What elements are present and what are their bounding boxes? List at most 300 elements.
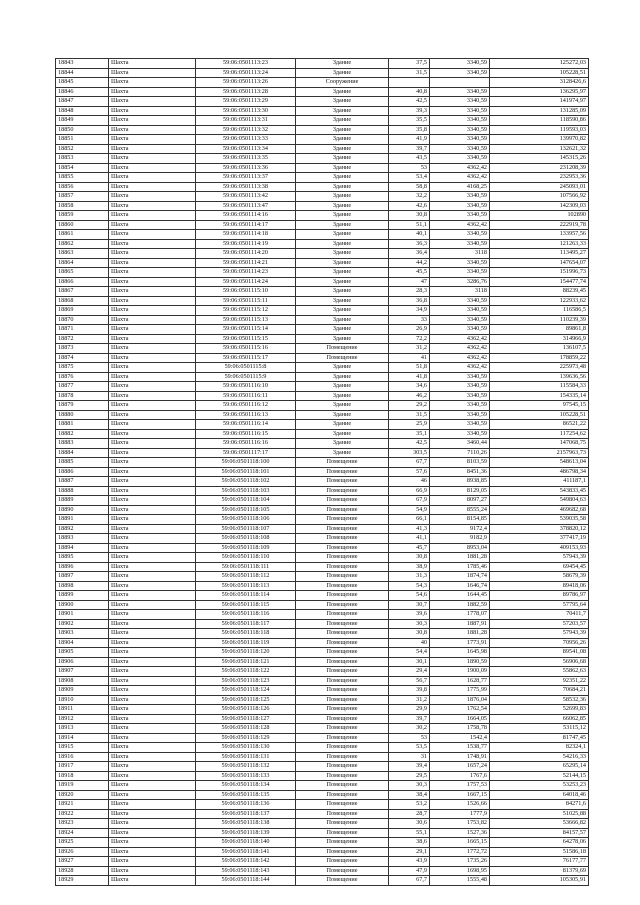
cadastral-value-cell: 3128426,6 <box>490 78 589 88</box>
row-number-cell: 18847 <box>56 97 109 107</box>
object-type-cell: Здание <box>296 59 389 69</box>
object-type-cell: Здание <box>296 391 389 401</box>
cadastral-value-cell: 64018,46 <box>490 790 589 800</box>
cadastral-number-cell: 59:06:0501118:129 <box>196 733 296 743</box>
locality-cell: Шахта <box>109 249 196 259</box>
row-number-cell: 18879 <box>56 401 109 411</box>
cadastral-number-cell: 59:06:0501118:143 <box>196 866 296 876</box>
rate-cell: 4362,42 <box>430 344 490 354</box>
cadastral-value-cell: 57203,57 <box>490 619 589 629</box>
rate-cell: 3340,59 <box>430 391 490 401</box>
rate-cell: 3340,59 <box>430 68 490 78</box>
cadastral-number-cell: 59:06:0501118:103 <box>196 486 296 496</box>
row-number-cell: 18872 <box>56 334 109 344</box>
table-row <box>56 496 589 506</box>
area-cell: 40,8 <box>389 87 430 97</box>
area-cell: 36,8 <box>389 296 430 306</box>
rate-cell: 1874,74 <box>430 572 490 582</box>
cadastral-number-cell: 59:06:0501115:14 <box>196 325 296 335</box>
cadastral-value-cell: 539035,58 <box>490 515 589 525</box>
row-number-cell: 18880 <box>56 410 109 420</box>
row-number-cell: 18898 <box>56 581 109 591</box>
rate-cell: 9182,9 <box>430 534 490 544</box>
locality-cell: Шахта <box>109 838 196 848</box>
area-cell: 53 <box>389 163 430 173</box>
cadastral-number-cell: 59:06:0501118:110 <box>196 553 296 563</box>
table-row <box>56 553 589 563</box>
area-cell: 37,5 <box>389 59 430 69</box>
table-row <box>56 572 589 582</box>
locality-cell: Шахта <box>109 87 196 97</box>
rate-cell: 8129,05 <box>430 486 490 496</box>
cadastral-number-cell: 59:06:0501115:15 <box>196 334 296 344</box>
rate-cell: 8953,04 <box>430 543 490 553</box>
cadastral-number-cell: 59:06:0501113:31 <box>196 116 296 126</box>
rate-cell: 1881,28 <box>430 629 490 639</box>
table-row <box>56 486 589 496</box>
locality-cell: Шахта <box>109 562 196 572</box>
locality-cell: Шахта <box>109 106 196 116</box>
cadastral-value-cell: 58532,36 <box>490 695 589 705</box>
locality-cell: Шахта <box>109 458 196 468</box>
cadastral-number-cell: 59:06:0501118:102 <box>196 477 296 487</box>
area-cell: 41,8 <box>389 372 430 382</box>
object-type-cell: Помещение <box>296 458 389 468</box>
cadastral-number-cell: 59:06:0501118:115 <box>196 600 296 610</box>
cadastral-number-cell: 59:06:0501115:11 <box>196 296 296 306</box>
cadastral-value-cell: 105305,91 <box>490 876 589 886</box>
object-type-cell: Помещение <box>296 876 389 886</box>
cadastral-number-cell: 59:06:0501115:16 <box>196 344 296 354</box>
row-number-cell: 18923 <box>56 819 109 829</box>
table-row <box>56 657 589 667</box>
table-row <box>56 277 589 287</box>
cadastral-number-cell: 59:06:0501114:24 <box>196 277 296 287</box>
table-row <box>56 344 589 354</box>
row-number-cell: 18916 <box>56 752 109 762</box>
row-number-cell: 18896 <box>56 562 109 572</box>
cadastral-value-cell: 119593,03 <box>490 125 589 135</box>
object-type-cell: Здание <box>296 382 389 392</box>
object-type-cell: Здание <box>296 135 389 145</box>
locality-cell: Шахта <box>109 467 196 477</box>
table-row <box>56 781 589 791</box>
object-type-cell: Здание <box>296 401 389 411</box>
locality-cell: Шахта <box>109 638 196 648</box>
table-row <box>56 866 589 876</box>
object-type-cell: Помещение <box>296 838 389 848</box>
area-cell: 53 <box>389 733 430 743</box>
table-row <box>56 524 589 534</box>
table-row <box>56 239 589 249</box>
cadastral-value-cell: 117254,62 <box>490 429 589 439</box>
cadastral-number-cell: 59:06:0501118:123 <box>196 676 296 686</box>
row-number-cell: 18888 <box>56 486 109 496</box>
cadastral-value-cell: 57795,64 <box>490 600 589 610</box>
row-number-cell: 18892 <box>56 524 109 534</box>
object-type-cell: Здание <box>296 334 389 344</box>
table-row <box>56 230 589 240</box>
rate-cell: 3340,59 <box>430 306 490 316</box>
rate-cell: 3340,59 <box>430 154 490 164</box>
area-cell: 54,3 <box>389 581 430 591</box>
area-cell: 30,8 <box>389 553 430 563</box>
cadastral-number-cell: 59:06:0501115:13 <box>196 315 296 325</box>
locality-cell: Шахта <box>109 135 196 145</box>
object-type-cell: Здание <box>296 287 389 297</box>
object-type-cell: Помещение <box>296 800 389 810</box>
cadastral-number-cell: 59:06:0501118:114 <box>196 591 296 601</box>
cadastral-value-cell: 84157,57 <box>490 828 589 838</box>
area-cell: 35,8 <box>389 125 430 135</box>
object-type-cell: Здание <box>296 363 389 373</box>
rate-cell: 8938,85 <box>430 477 490 487</box>
locality-cell: Шахта <box>109 154 196 164</box>
area-cell: 53,4 <box>389 173 430 183</box>
cadastral-value-cell: 57943,39 <box>490 553 589 563</box>
cadastral-number-cell: 59:06:0501116:12 <box>196 401 296 411</box>
object-type-cell: Помещение <box>296 553 389 563</box>
cadastral-value-cell: 121263,33 <box>490 239 589 249</box>
cadastral-number-cell: 59:06:0501118:132 <box>196 762 296 772</box>
area-cell: 38,6 <box>389 838 430 848</box>
locality-cell: Шахта <box>109 515 196 525</box>
rate-cell: 1664,05 <box>430 714 490 724</box>
locality-cell: Шахта <box>109 486 196 496</box>
table-row <box>56 106 589 116</box>
rate-cell: 3340,59 <box>430 59 490 69</box>
area-cell: 40 <box>389 638 430 648</box>
table-row <box>56 686 589 696</box>
row-number-cell: 18851 <box>56 135 109 145</box>
rate-cell: 3340,59 <box>430 201 490 211</box>
row-number-cell: 18855 <box>56 173 109 183</box>
object-type-cell: Здание <box>296 211 389 221</box>
cadastral-number-cell: 59:06:0501118:108 <box>196 534 296 544</box>
cadastral-value-cell: 51586,18 <box>490 847 589 857</box>
cadastral-number-cell: 59:06:0501114:18 <box>196 230 296 240</box>
cadastral-number-cell: 59:06:0501115:12 <box>196 306 296 316</box>
cadastral-value-cell: 486798,34 <box>490 467 589 477</box>
rate-cell: 3340,59 <box>430 239 490 249</box>
area-cell: 41,3 <box>389 524 430 534</box>
locality-cell: Шахта <box>109 353 196 363</box>
rate-cell: 3340,59 <box>430 211 490 221</box>
table-row <box>56 733 589 743</box>
area-cell: 47 <box>389 277 430 287</box>
row-number-cell: 18915 <box>56 743 109 753</box>
locality-cell: Шахта <box>109 524 196 534</box>
rate-cell: 1900,09 <box>430 667 490 677</box>
cadastral-value-cell: 133957,56 <box>490 230 589 240</box>
area-cell: 303,5 <box>389 448 430 458</box>
locality-cell: Шахта <box>109 714 196 724</box>
area-cell: 67,7 <box>389 876 430 886</box>
cadastral-number-cell: 59:06:0501118:121 <box>196 657 296 667</box>
rate-cell: 3340,59 <box>430 296 490 306</box>
row-number-cell: 18849 <box>56 116 109 126</box>
object-type-cell: Здание <box>296 410 389 420</box>
row-number-cell: 18886 <box>56 467 109 477</box>
row-number-cell: 18907 <box>56 667 109 677</box>
rate-cell: 1542,4 <box>430 733 490 743</box>
cadastral-number-cell: 59:06:0501113:38 <box>196 182 296 192</box>
table-row <box>56 68 589 78</box>
rate-cell: 1644,45 <box>430 591 490 601</box>
area-cell: 34,6 <box>389 382 430 392</box>
area-cell: 32,2 <box>389 192 430 202</box>
rate-cell: 3340,59 <box>430 106 490 116</box>
row-number-cell: 18912 <box>56 714 109 724</box>
locality-cell: Шахта <box>109 125 196 135</box>
row-number-cell: 18900 <box>56 600 109 610</box>
object-type-cell: Здание <box>296 239 389 249</box>
locality-cell: Шахта <box>109 534 196 544</box>
cadastral-value-cell: 105228,51 <box>490 410 589 420</box>
object-type-cell: Здание <box>296 306 389 316</box>
area-cell: 54,9 <box>389 505 430 515</box>
cadastral-number-cell: 59:06:0501118:116 <box>196 610 296 620</box>
object-type-cell: Помещение <box>296 353 389 363</box>
rate-cell: 3286,76 <box>430 277 490 287</box>
locality-cell: Шахта <box>109 724 196 734</box>
cadastral-number-cell: 59:06:0501113:23 <box>196 59 296 69</box>
table-row <box>56 287 589 297</box>
cadastral-value-cell: 113495,27 <box>490 249 589 259</box>
table-body <box>56 59 589 886</box>
cadastral-value-cell: 548613,04 <box>490 458 589 468</box>
area-cell: 67,9 <box>389 496 430 506</box>
rate-cell: 1785,46 <box>430 562 490 572</box>
cadastral-number-cell: 59:06:0501118:120 <box>196 648 296 658</box>
table-row <box>56 809 589 819</box>
area-cell: 46,2 <box>389 391 430 401</box>
rate-cell: 1555,48 <box>430 876 490 886</box>
locality-cell: Шахта <box>109 220 196 230</box>
area-cell: 47,9 <box>389 866 430 876</box>
table-row <box>56 790 589 800</box>
rate-cell: 1881,28 <box>430 553 490 563</box>
row-number-cell: 18848 <box>56 106 109 116</box>
area-cell: 66,9 <box>389 486 430 496</box>
table-row <box>56 59 589 69</box>
locality-cell: Шахта <box>109 857 196 867</box>
cadastral-number-cell: 59:06:0501118:137 <box>196 809 296 819</box>
property-table <box>55 58 589 886</box>
cadastral-value-cell: 76177,77 <box>490 857 589 867</box>
table-row <box>56 629 589 639</box>
object-type-cell: Здание <box>296 439 389 449</box>
table-row <box>56 296 589 306</box>
cadastral-number-cell: 59:06:0501113:35 <box>196 154 296 164</box>
area-cell: 26,9 <box>389 325 430 335</box>
rate-cell: 3340,59 <box>430 268 490 278</box>
area-cell: 30,3 <box>389 619 430 629</box>
rate-cell: 8103,59 <box>430 458 490 468</box>
object-type-cell: Здание <box>296 249 389 259</box>
cadastral-value-cell: 136295,97 <box>490 87 589 97</box>
object-type-cell: Здание <box>296 68 389 78</box>
cadastral-value-cell: 139636,56 <box>490 372 589 382</box>
cadastral-number-cell: 59:06:0501113:26 <box>196 78 296 88</box>
table-row <box>56 163 589 173</box>
rate-cell: 3340,59 <box>430 192 490 202</box>
area-cell: 31,3 <box>389 572 430 582</box>
cadastral-number-cell: 59:06:0501113:42 <box>196 192 296 202</box>
cadastral-number-cell: 59:06:0501118:122 <box>196 667 296 677</box>
row-number-cell: 18893 <box>56 534 109 544</box>
row-number-cell: 18905 <box>56 648 109 658</box>
locality-cell: Шахта <box>109 116 196 126</box>
row-number-cell: 18867 <box>56 287 109 297</box>
cadastral-value-cell: 110239,39 <box>490 315 589 325</box>
locality-cell: Шахта <box>109 410 196 420</box>
row-number-cell: 18868 <box>56 296 109 306</box>
locality-cell: Шахта <box>109 97 196 107</box>
cadastral-value-cell: 69454,45 <box>490 562 589 572</box>
table-row <box>56 382 589 392</box>
locality-cell: Шахта <box>109 192 196 202</box>
cadastral-value-cell: 97545,15 <box>490 401 589 411</box>
locality-cell: Шахта <box>109 439 196 449</box>
object-type-cell: Помещение <box>296 629 389 639</box>
row-number-cell: 18865 <box>56 268 109 278</box>
row-number-cell: 18854 <box>56 163 109 173</box>
row-number-cell: 18891 <box>56 515 109 525</box>
area-cell: 39,3 <box>389 106 430 116</box>
table-row <box>56 515 589 525</box>
object-type-cell: Помещение <box>296 828 389 838</box>
table-row <box>56 211 589 221</box>
locality-cell: Шахта <box>109 686 196 696</box>
area-cell: 51,1 <box>389 220 430 230</box>
table-row <box>56 828 589 838</box>
row-number-cell: 18908 <box>56 676 109 686</box>
row-number-cell: 18909 <box>56 686 109 696</box>
rate-cell: 4362,42 <box>430 173 490 183</box>
cadastral-value-cell: 154335,14 <box>490 391 589 401</box>
object-type-cell: Помещение <box>296 819 389 829</box>
rate-cell: 1778,07 <box>430 610 490 620</box>
row-number-cell: 18882 <box>56 429 109 439</box>
rate-cell: 1667,15 <box>430 790 490 800</box>
locality-cell: Шахта <box>109 847 196 857</box>
rate-cell: 1538,77 <box>430 743 490 753</box>
rate-cell: 3460,44 <box>430 439 490 449</box>
row-number-cell: 18928 <box>56 866 109 876</box>
table-row <box>56 325 589 335</box>
area-cell: 67,7 <box>389 458 430 468</box>
cadastral-value-cell: 225973,48 <box>490 363 589 373</box>
row-number-cell: 18853 <box>56 154 109 164</box>
rate-cell: 1665,15 <box>430 838 490 848</box>
area-cell: 66,1 <box>389 515 430 525</box>
row-number-cell: 18845 <box>56 78 109 88</box>
locality-cell: Шахта <box>109 695 196 705</box>
rate-cell: 1645,98 <box>430 648 490 658</box>
row-number-cell: 18902 <box>56 619 109 629</box>
cadastral-value-cell: 53253,23 <box>490 781 589 791</box>
area-cell: 43,9 <box>389 857 430 867</box>
area-cell: 54,6 <box>389 591 430 601</box>
row-number-cell: 18924 <box>56 828 109 838</box>
row-number-cell: 18859 <box>56 211 109 221</box>
table-row <box>56 420 589 430</box>
rate-cell: 4362,42 <box>430 353 490 363</box>
cadastral-number-cell: 59:06:0501118:111 <box>196 562 296 572</box>
cadastral-value-cell: 81379,69 <box>490 866 589 876</box>
locality-cell: Шахта <box>109 239 196 249</box>
cadastral-value-cell: 102890 <box>490 211 589 221</box>
rate-cell: 3340,59 <box>430 372 490 382</box>
cadastral-number-cell: 59:06:0501118:130 <box>196 743 296 753</box>
table-row <box>56 543 589 553</box>
rate-cell: 1698,95 <box>430 866 490 876</box>
rate-cell: 3340,59 <box>430 382 490 392</box>
cadastral-number-cell: 59:06:0501118:109 <box>196 543 296 553</box>
cadastral-value-cell: 70956,26 <box>490 638 589 648</box>
cadastral-value-cell: 107566,92 <box>490 192 589 202</box>
table-row <box>56 876 589 886</box>
table-row <box>56 477 589 487</box>
row-number-cell: 18876 <box>56 372 109 382</box>
object-type-cell: Здание <box>296 230 389 240</box>
object-type-cell: Здание <box>296 182 389 192</box>
rate-cell: 1753,82 <box>430 819 490 829</box>
object-type-cell: Здание <box>296 201 389 211</box>
locality-cell: Шахта <box>109 296 196 306</box>
locality-cell: Шахта <box>109 78 196 88</box>
area-cell: 35,5 <box>389 116 430 126</box>
object-type-cell: Здание <box>296 420 389 430</box>
area-cell: 45,7 <box>389 543 430 553</box>
table-row <box>56 315 589 325</box>
object-type-cell: Помещение <box>296 667 389 677</box>
area-cell: 54,4 <box>389 648 430 658</box>
locality-cell: Шахта <box>109 277 196 287</box>
object-type-cell: Помещение <box>296 771 389 781</box>
cadastral-number-cell: 59:06:0501118:106 <box>196 515 296 525</box>
table-row <box>56 534 589 544</box>
table-row <box>56 192 589 202</box>
cadastral-number-cell: 59:06:0501118:107 <box>196 524 296 534</box>
table-row <box>56 600 589 610</box>
area-cell: 39,7 <box>389 714 430 724</box>
table-row <box>56 771 589 781</box>
area-cell: 30,8 <box>389 211 430 221</box>
locality-cell: Шахта <box>109 258 196 268</box>
cadastral-value-cell: 55862,63 <box>490 667 589 677</box>
rate-cell <box>430 78 490 88</box>
row-number-cell: 18875 <box>56 363 109 373</box>
locality-cell: Шахта <box>109 163 196 173</box>
row-number-cell: 18913 <box>56 724 109 734</box>
cadastral-number-cell: 59:06:0501113:29 <box>196 97 296 107</box>
row-number-cell: 18852 <box>56 144 109 154</box>
object-type-cell: Здание <box>296 106 389 116</box>
area-cell: 29,1 <box>389 847 430 857</box>
cadastral-value-cell: 116586,5 <box>490 306 589 316</box>
object-type-cell: Здание <box>296 296 389 306</box>
row-number-cell: 18919 <box>56 781 109 791</box>
cadastral-number-cell: 59:06:0501114:16 <box>196 211 296 221</box>
area-cell: 31 <box>389 752 430 762</box>
row-number-cell: 18850 <box>56 125 109 135</box>
rate-cell: 1735,26 <box>430 857 490 867</box>
row-number-cell: 18844 <box>56 68 109 78</box>
row-number-cell: 18904 <box>56 638 109 648</box>
area-cell: 53,2 <box>389 800 430 810</box>
